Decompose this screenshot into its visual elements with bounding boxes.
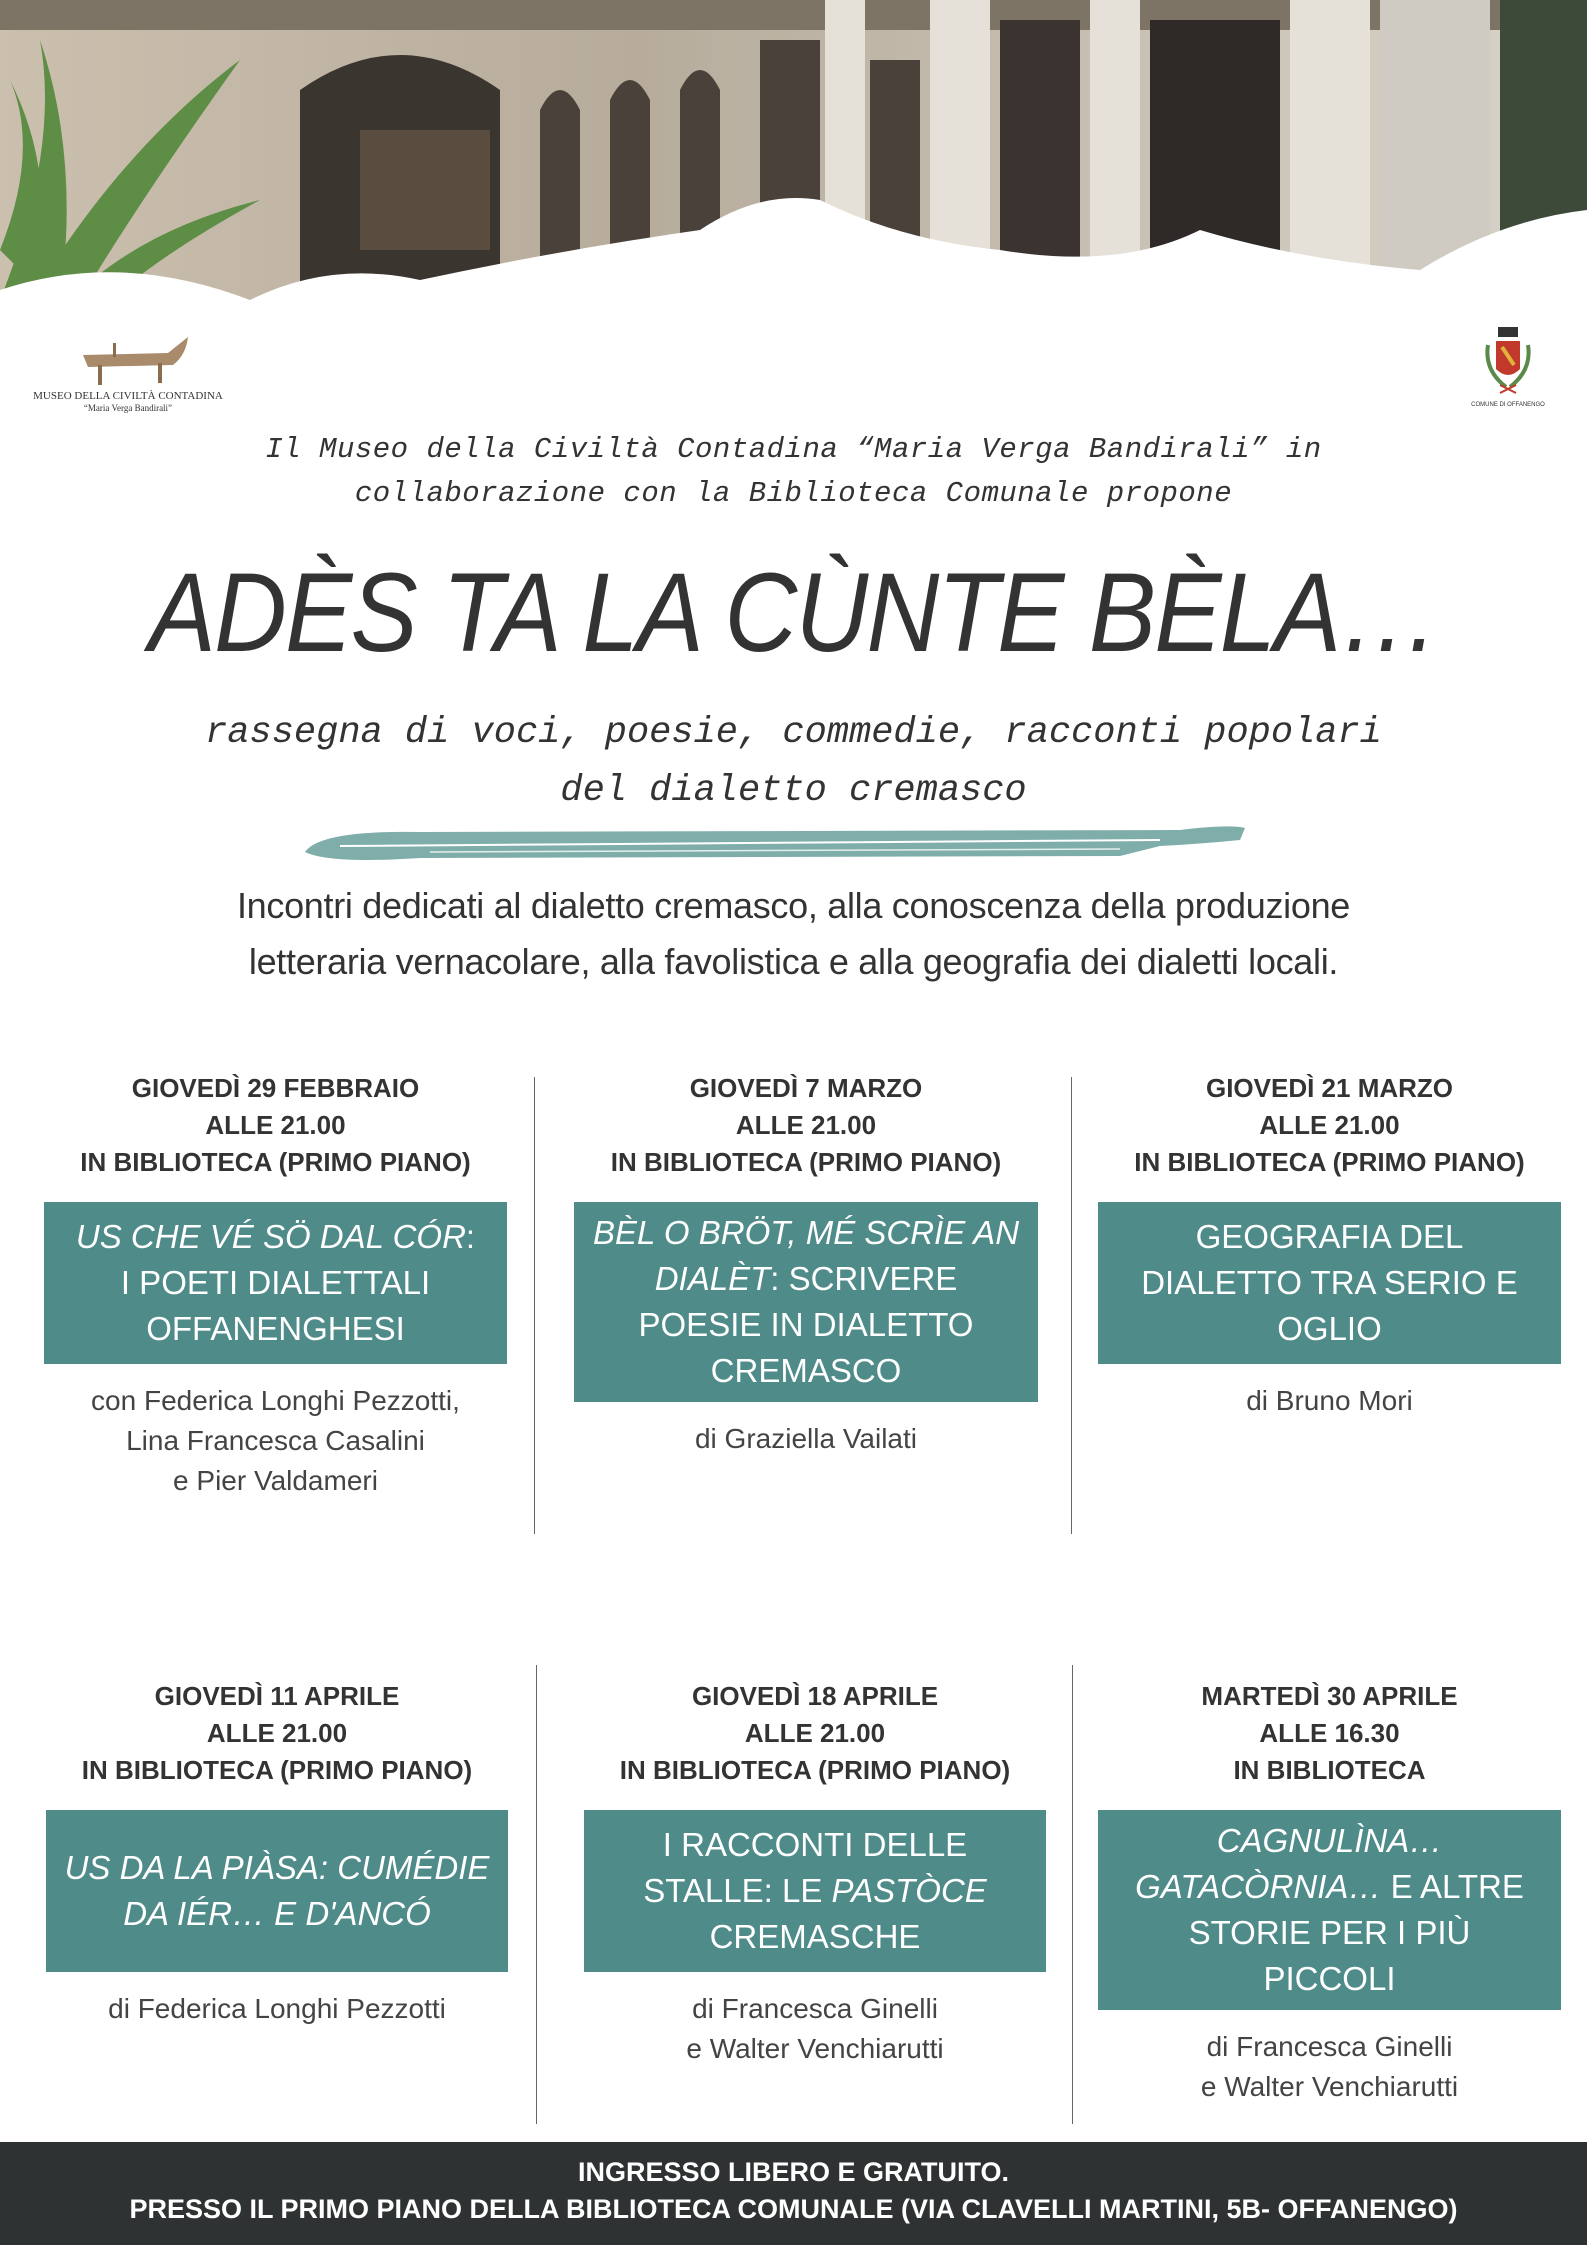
event-title-line [580, 1348, 1032, 1394]
event-speakers [46, 1989, 508, 2029]
event-title-segment: I RACCONTI DELLE [662, 1826, 968, 1863]
event-title-line [580, 1302, 1032, 1348]
event-title-segment: CREMASCO [710, 1352, 902, 1389]
footer-line-2: PRESSO IL PRIMO PIANO DELLA BIBLIOTECA COMUNALE (VIA CLAVELLI MARTINI, 5B- OFFANENGO) [129, 2194, 1458, 2224]
event-card [1098, 1678, 1561, 2107]
footer-banner [0, 2142, 1587, 2245]
description-line-2: letteraria vernacolare, alla favolistica e alla geografia dei dialetti locali. [248, 941, 1339, 982]
event-title-box [44, 1202, 507, 1364]
event-title-segment: PICCOLI [1263, 1960, 1396, 1997]
event-schedule-line: ALLE 16.30 [1259, 1718, 1400, 1748]
museum-logo [28, 335, 228, 415]
footer-line-1: INGRESSO LIBERO E GRATUITO. [577, 2157, 1010, 2187]
intro-line-1: Il Museo della Civiltà Contadina “Maria Verga Bandirali” in [265, 433, 1322, 466]
event-speaker-line: di Bruno Mori [1246, 1385, 1413, 1416]
event-title-segment: : SCRIVERE [770, 1260, 958, 1297]
event-speakers [44, 1381, 507, 1501]
intro-line-2: collaborazione con la Biblioteca Comunale propone [354, 477, 1233, 510]
event-title-segment: CAGNULÌNA… [1216, 1822, 1443, 1859]
tagline-line-2: del dialetto cremasco [560, 770, 1027, 812]
event-title-line [590, 1868, 1040, 1914]
tagline-line-1: rassegna di voci, poesie, commedie, racconti popolari [205, 712, 1382, 754]
event-schedule [46, 1678, 508, 1789]
museum-logo-subtitle: “Maria Verga Bandirali” [83, 403, 173, 413]
event-title-segment: DIALÈT [654, 1260, 771, 1297]
museum-logo-name: MUSEO DELLA CIVILTÀ CONTADINA [33, 390, 223, 402]
event-schedule-line: GIOVEDÌ 11 APRILE [154, 1681, 400, 1711]
page-title [0, 548, 1587, 678]
event-schedule-line: MARTEDÌ 30 APRILE [1201, 1681, 1458, 1711]
event-speaker-line: di Francesca Ginelli [692, 1993, 938, 2024]
event-title-box [584, 1810, 1046, 1972]
event-title-segment: OGLIO [1277, 1310, 1382, 1347]
event-title-segment: BÈL O BRÖT, MÉ SCRÌE AN [592, 1214, 1020, 1251]
event-title-segment: : [465, 1218, 476, 1255]
event-title-line [52, 1845, 502, 1891]
quill-divider-icon [300, 822, 1250, 872]
event-schedule-line: ALLE 21.00 [735, 1110, 877, 1140]
event-title-line [1104, 1214, 1555, 1260]
event-speaker-line: e Pier Valdameri [173, 1465, 378, 1496]
event-title-segment: I POETI DIALETTALI [120, 1264, 431, 1301]
event-title-line [50, 1306, 501, 1352]
event-title-line [590, 1914, 1040, 1960]
event-speaker-line: di Federica Longhi Pezzotti [108, 1993, 446, 2024]
event-title-box [46, 1810, 508, 1972]
event-title-box [1098, 1202, 1561, 1364]
event-speakers [574, 1419, 1038, 1459]
event-speaker-line: e Walter Venchiarutti [686, 2033, 944, 2064]
event-schedule-line: ALLE 21.00 [744, 1718, 886, 1748]
event-speaker-line: di Francesca Ginelli [1206, 2031, 1453, 2062]
column-divider [536, 1665, 537, 2124]
event-title-segment: DIALETTO TRA SERIO E [1141, 1264, 1518, 1301]
column-divider [1071, 1077, 1072, 1534]
event-schedule [584, 1678, 1046, 1789]
event-schedule-line: ALLE 21.00 [206, 1718, 348, 1748]
event-schedule-line: IN BIBLIOTECA [1233, 1755, 1426, 1785]
event-title-segment: DA IÉR… E D'ANCÓ [123, 1895, 431, 1932]
event-title-segment: GEOGRAFIA DEL [1195, 1218, 1464, 1255]
event-title-line [50, 1260, 501, 1306]
comune-logo-name: COMUNE DI OFFANENGO [1471, 402, 1545, 408]
event-schedule-line: ALLE 21.00 [205, 1110, 346, 1140]
event-schedule-line: GIOVEDÌ 21 MARZO [1205, 1073, 1454, 1103]
event-card [574, 1070, 1038, 1459]
column-divider [1072, 1665, 1073, 2124]
event-title-segment: OFFANENGHESI [146, 1310, 405, 1347]
tagline [0, 704, 1587, 820]
event-schedule [1098, 1678, 1561, 1789]
event-title-line [1104, 1818, 1555, 1864]
event-title-line [1104, 1260, 1555, 1306]
event-title-segment: STALLE: LE [643, 1872, 832, 1909]
event-title-line [1104, 1864, 1555, 1910]
event-title-segment: US CHE VÉ SÖ DAL CÓR [75, 1218, 466, 1255]
event-speakers [1098, 2027, 1561, 2107]
event-speaker-line: di Graziella Vailati [694, 1423, 918, 1454]
event-title-segment: POESIE IN DIALETTO [638, 1306, 974, 1343]
event-title-line [1104, 1910, 1555, 1956]
event-schedule-line: GIOVEDÌ 29 FEBBRAIO [131, 1073, 420, 1103]
column-divider [534, 1077, 535, 1534]
event-schedule [574, 1070, 1038, 1181]
event-schedule-line: IN BIBLIOTECA (PRIMO PIANO) [610, 1147, 1002, 1177]
event-schedule-line: ALLE 21.00 [1259, 1110, 1400, 1140]
page-title-text: ADÈS TA LA CÙNTE BÈLA… [148, 550, 1439, 675]
event-title-segment: STORIE PER I PIÙ [1188, 1914, 1471, 1951]
coat-of-arms-icon [1478, 325, 1538, 397]
event-speakers [584, 1989, 1046, 2069]
description-line-1: Incontri dedicati al dialetto cremasco, alla conoscenza della produzione [236, 885, 1351, 926]
event-speakers [1098, 1381, 1561, 1421]
event-card [584, 1678, 1046, 2069]
event-title-line [580, 1210, 1032, 1256]
event-title-segment: GATACÒRNIA… [1135, 1868, 1382, 1905]
event-title-line [1104, 1306, 1555, 1352]
event-schedule [1098, 1070, 1561, 1181]
cart-icon [28, 335, 228, 385]
intro-text [0, 428, 1587, 516]
event-speaker-line: con Federica Longhi Pezzotti, [91, 1385, 460, 1416]
event-title-line [50, 1214, 501, 1260]
event-schedule-line: GIOVEDÌ 18 APRILE [691, 1681, 939, 1711]
event-title-line [590, 1822, 1040, 1868]
event-schedule-line: IN BIBLIOTECA (PRIMO PIANO) [619, 1755, 1011, 1785]
event-title-line [1104, 1956, 1555, 2002]
event-schedule-line: IN BIBLIOTECA (PRIMO PIANO) [80, 1147, 471, 1177]
comune-logo [1468, 325, 1548, 410]
event-title-box [574, 1202, 1038, 1402]
event-title-segment: E ALTRE [1381, 1868, 1524, 1905]
event-title-segment: US DA LA PIÀSA: CUMÉDIE [64, 1849, 490, 1886]
event-title-box [1098, 1810, 1561, 2010]
description [0, 878, 1587, 990]
event-title-segment: PASTÒCE [831, 1872, 987, 1909]
event-title-line [52, 1891, 502, 1937]
event-card [46, 1678, 508, 2029]
event-speaker-line: Lina Francesca Casalini [126, 1425, 425, 1456]
event-schedule-line: GIOVEDÌ 7 MARZO [689, 1073, 923, 1103]
event-speaker-line: e Walter Venchiarutti [1200, 2071, 1459, 2102]
event-card [44, 1070, 507, 1501]
event-schedule-line: IN BIBLIOTECA (PRIMO PIANO) [81, 1755, 473, 1785]
header-photo-portico [0, 0, 1587, 330]
event-card [1098, 1070, 1561, 1421]
event-title-segment: CREMASCHE [709, 1918, 921, 1955]
event-title-line [580, 1256, 1032, 1302]
event-schedule-line: IN BIBLIOTECA (PRIMO PIANO) [1134, 1147, 1525, 1177]
event-schedule [44, 1070, 507, 1181]
